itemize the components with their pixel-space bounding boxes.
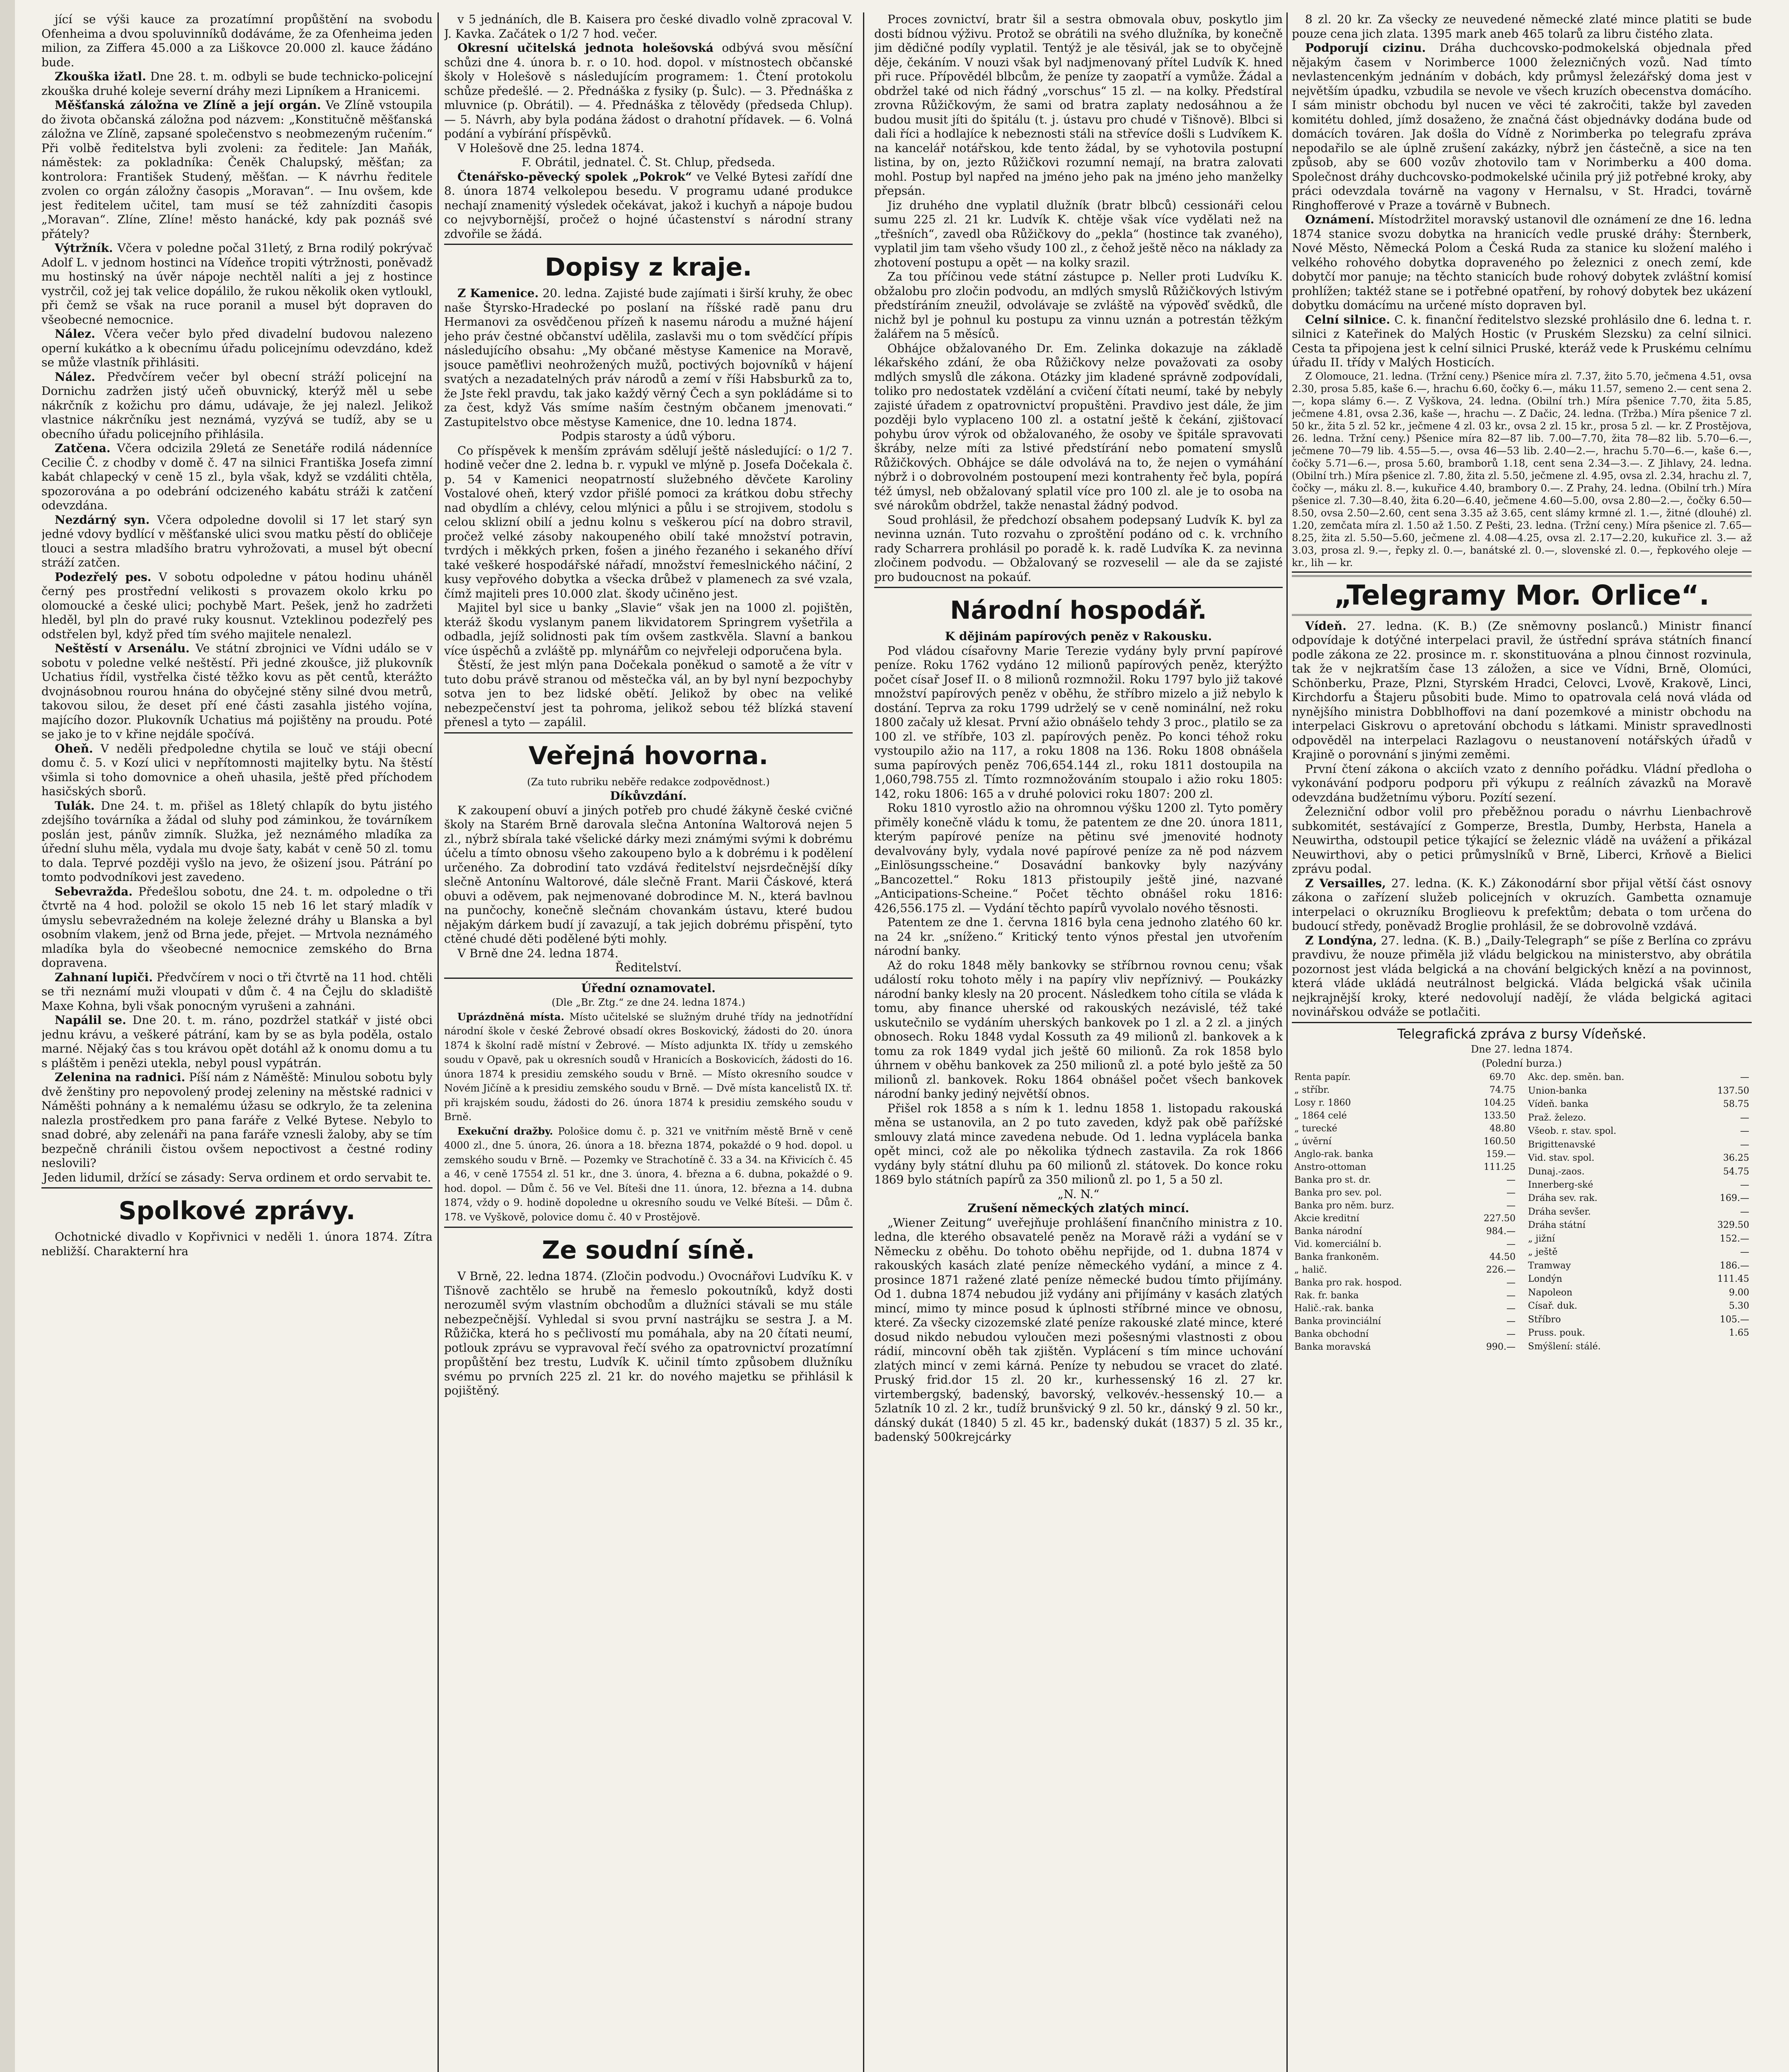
- bourse-security: Vid. stav. spol.: [1528, 1153, 1595, 1164]
- bourse-security: Praž. železo.: [1528, 1112, 1586, 1123]
- bourse-row: [1525, 1178, 1752, 1191]
- column-rule: [438, 12, 439, 2072]
- bourse-row: [1525, 1165, 1752, 1178]
- divider: [444, 732, 853, 733]
- item-text: Dne 24. t. m. přišel as 18letý chlapík do bytu jistého zdejšího továrníka a žádal od sluhy pod záminkou, že továrníkem poslán jest, pánův zimník. Služka, jež neznámého mladíka za úřední sluhu měla, vydala mu dvoje šaty, kabát v ceně 50 zl. tomu to dala. Teprvé později vyšlo na jevo, že ošizení jsou. Pátrání po tomto podvodníkovi jest zavedeno.: [41, 799, 433, 884]
- bourse-row: [1525, 1219, 1752, 1232]
- news-item: [444, 41, 853, 141]
- bourse-row: [1292, 1109, 1518, 1122]
- news-item: [41, 885, 433, 971]
- news-item: [41, 441, 433, 513]
- item-text: Předvčírem večer byl obecní stráží policejní na Dornichu zadržen jistý učeň obuvnický, kterýž měl u sebe nákrčník z kožichu pro dámu, udávaje, že jej nalezl. Jelikož vlastnice nákrčníku jest neznámá, vyzývá se tudíž, aby se u obecního úřadu policejního přihlásila.: [41, 370, 433, 441]
- paragraph: Soud prohlásil, že předchozí obsahem podepsaný Ludvík K. byl za nevinna uznán. Tuto rozvahu o zproštění podáno od c. k. vrchního rady Scharrera prohlásil po poradě k. k. radě Ludvíka K. za nevinna zločinem podvodu. — Obžalovaný se rozveselil — ale da se zajisté pro budoucnost na pokaúf.: [874, 513, 1283, 584]
- item-text: Dne 20. t. m. ráno, pozdržel statkář v jisté obci jednu krávu, a veškeré pátrání, kam by se as byla poděla, ostalo marné. Nějaký čas s tou krávou opět dotáhl až k onomu domu a tu s pláštěm i penězi utekla, nebyl pousl vypátrán.: [41, 1013, 433, 1070]
- divider: [444, 1227, 853, 1228]
- bourse-security: Vídeň. banka: [1528, 1099, 1588, 1110]
- bourse-security: Akcie kreditní: [1294, 1213, 1359, 1224]
- column-4: [1292, 12, 1752, 2072]
- bourse-security: Banka provinciální: [1294, 1316, 1381, 1326]
- item-heading: Neštěstí v Arsenálu.: [55, 641, 190, 655]
- bourse-price: —: [1740, 1179, 1749, 1190]
- section-title: Ze soudní síně.: [542, 1236, 755, 1265]
- item-text: Předvčírem v noci o tři čtvrtě na 11 hod. chtěli se tři neznámí muži vloupati v dům č. 4 na Čejlu do skladiště Maxe Kohna, byli však ponocným vyrušeni a zahnáni.: [41, 970, 433, 1013]
- bourse-row: [1292, 1174, 1518, 1186]
- bourse-price: 69.70: [1489, 1072, 1516, 1082]
- bourse-price: —: [1740, 1112, 1749, 1123]
- bourse-security: „ ještě: [1528, 1247, 1558, 1258]
- news-item: [444, 170, 853, 242]
- section-title: „Telegramy Mor. Orlice“.: [1292, 575, 1752, 616]
- item-heading: Sebevražda.: [55, 884, 133, 898]
- bourse-price: —: [1740, 1072, 1749, 1083]
- bourse-row: [1292, 1276, 1518, 1289]
- item-text: Místo učitelské se služným druhé třídy na jednotřídní národní škole v české Žebrové obsadí okres Boskovický, žádosti do 20. února 1874 k školní radě místní v Žebrové. — Místo adjunkta IX. třídy u zemského soudu v Opavě, pak u okresních soudů v Hranicích a Boskovicích, žádosti do 16. února 1874 k presidiu zemského soudu v Brně. — Místo okresního soudce v Novém Jičíně a k presidiu zemského soudu v Brně. — Dvě místa kancelistů IX. tř. při krajském soudu, žádosti do 26. února 1874 k presidiu zemského soudu v Brně.: [444, 1011, 853, 1123]
- bourse-security: „ stříbr.: [1294, 1084, 1330, 1095]
- section-note: (Za tuto rubriku neběře redakce zodpovědnost.): [527, 776, 770, 788]
- bourse-security: Brigittenavské: [1528, 1139, 1596, 1150]
- news-item: [41, 971, 433, 1014]
- bourse-security: Anstro-ottoman: [1294, 1162, 1366, 1172]
- news-item: [41, 641, 433, 742]
- news-item: [41, 70, 433, 98]
- bourse-row: [1292, 1264, 1518, 1276]
- bourse-price: 152.—: [1720, 1233, 1749, 1244]
- bourse-price: 1.65: [1729, 1328, 1749, 1339]
- bourse-session: (Polední burza.): [1482, 1058, 1562, 1069]
- market-prices: Z Olomouce, 21. ledna. (Tržní ceny.) Pšenice míra zl. 7.37, žito 5.70, ječmena 4.51, ovsa 2.30, prosa 5.85, kaše 6.—, hrachu 6.60, čočky 6.—, máku 11.57, semeno 2.— cent sena 2.—, kopa slámy 6.—. Z Vyškova, 24. ledna. (Obilní trh.) Míra pšenice 7.70, žita 5.85, ječmene 4.81, ovsa 2.36, kaše —, hrachu —. Z Dačic, 24. ledna. (Tržba.) Míra pšenice 7 zl. 50 kr., žita 5 zl. 52 kr., ječmene 4 zl. 03 kr., ovsa 2 zl. 15 kr., prosa 5 zl. — kr. Z Prostějova, 26. ledna. Tržní ceny.) Pšenice míra 82—87 lib. 7.00—7.70, žita 78—82 lib. 5.70—6.—, ječmene 70—79 lib. 4.55—5.—, ovsa 46—53 lib. 2.40—2.—, hrachu 5.70—6.—, kaše 6.—, čočky 5.71—6.—, prosa 5.60, bramborů 1.18, cent sena 2.34—3.—. Z Jihlavy, 24. ledna. (Obilní trh.) Míra pšenice zl. 7.80, žita zl. 5.50, ječmene zl. 4.95, ovsa zl. 2.34, hrachu zl. 7, čočky —, máku zl. 8.—, kukuřice 4.40, brambory 0.—. Z Prahy, 24. ledna. (Obilní trh.) Míra pšenice zl. 7.30—8.40, žita 6.20—6.40, ječmene 4.60—5.00, ovsa 2.80—2.—, čočky 6.50—8.50, ovsa 2.50—2.60, cent sena 3.35 až 3.65, cent slámy krmné zl. 1.—, žitné (dlouhé) zl. 1.20, zemčata míra zl. 1.50 až 1.50. Z Pešti, 23. ledna. (Tržní ceny.) Míra pšenice zl. 7.65—8.25, žita zl. 5.50—5.60, ječmene zl. 4.08—4.25, ovsa zl. 2.17—2.20, kukuřice zl. 3.— až 3.03, prosa zl. 9.—, řepky zl. 0.—, banátské zl. 0.—, slovenské zl. 0.—, řepkového oleje — kr., lih — kr.: [1292, 370, 1752, 569]
- item-heading: Oznámení.: [1305, 213, 1374, 226]
- bourse-security: Akc. dep. směn. ban.: [1528, 1072, 1625, 1083]
- bourse-price: 159.—: [1486, 1149, 1516, 1159]
- bourse-row: [1292, 1289, 1518, 1302]
- item-text: V neděli předpoledne chytila se louč ve stáji obecní domu č. 5. v Kozí ulici v nepřítomnosti majitelky bytu. Na štěstí všimla si toho domovnice a oheň uhasila, ještě před příchodem hasičských sborů.: [41, 741, 433, 798]
- news-item: [41, 799, 433, 885]
- bourse-price: 984.—: [1486, 1226, 1516, 1237]
- paragraph: K zakoupení obuví a jiných potřeb pro chudé žákyně české cvičné školy na Starém Brně darovala slečna Antonína Waltorová nejen 5 zl., nýbrž sbírala také všelické dárky mezi známými svými k dobrému účelu a tímto obnosu všeho zakoupeno bylo a k dobrému i k podělení určeného. Za dobrodiní tato vzdává ředitelství nejsrdečnější díky slečně Antonínu Waltorové, dále slečně Frant. Marii Čáskové, která obuvi a oděvem, pak nejmenované dobrodince M. N., která bavlnou na punčochy, konečně slečnám chovankám ústavu, které budou nějakým dárkem budí jí zavazují, a tak jejich dobrému přispění, tyto ctěné chudé děti podělené býti mohly.: [444, 803, 853, 946]
- bourse-security: Losy r. 1860: [1294, 1097, 1351, 1108]
- bourse-row: [1292, 1097, 1518, 1109]
- item-heading: Uprázdněná místa.: [457, 1010, 565, 1023]
- paragraph: Obhájce obžalovaného Dr. Em. Zelinka dokazuje na základě lékařského zdání, že oba Růžičkovy nelze považovati za osoby mdlých smyslů dle zákona. Otázky jim kladené správně zodpovídali, toliko pro nedostatek vzdělání a cvičení čítati neumí, také by nebyly zajisté úřadem z opatrovnictví propuštěni. Pravdivo jest dále, že jim později bylo vyplaceno 100 zl. a ostatní ještě k čekání, zjištovací pohybu úrov výrok od obžalovaného, že osoby ve špitále spravovati škráby, nelze míti za lstivé předstírání nebo pomatení smyslů Růžičkových. Obhájce se dále odvolává na to, že nejen o vymáhání nýbrž i o dobrovolném postoupení mezi kontrahenty řeč byla, popírá též úmysl, neb obžalovaný splatil více pro 100 zl. ale je to osoba na své nárokům obdržel, takže nenastal žádný podvod.: [874, 341, 1283, 512]
- bourse-row: [1525, 1205, 1752, 1218]
- bourse-price: —: [1506, 1239, 1516, 1249]
- bourse-row: [1525, 1340, 1752, 1353]
- bourse-price: 990.—: [1486, 1341, 1516, 1352]
- item-heading: Z Kamenice.: [457, 286, 539, 300]
- section-title: Veřejná hovorna.: [528, 741, 769, 770]
- bourse-price: 5.30: [1729, 1301, 1749, 1312]
- bourse-security: Innerberg-ské: [1528, 1179, 1593, 1190]
- paragraph: Pod vládou císařovny Marie Terezie vydány byly první papírové peníze. Roku 1762 vydáno 12 milionů papírových peněz, kterýžto počet císař Josef II. o 8 milionů rozmnožil. Roku 1797 bylo již takové množství papírových peněz v oběhu, že stříbro mizelo a již nebylo k dostání. Teprva za roku 1799 udrželý se v ceně nominální, než roku 1800 začaly už klesat. První ažio obnášelo tehdy 3 proc., platilo se za 100 zl. ve stříbře, 103 zl. papírových peněz. Po konci téhož roku vystoupilo ažio na 117, a roku 1808 na 136. Roku 1808 obnášela suma papírových peněz 706,654.144 zl., roku 1811 dostoupila na 1,060,798.755 zl. Tímto rozmnožováním stoupalo i ažio roku 1805: 142, roku 1806: 165 a v druhé polovici roku 1807: 200 zl.: [874, 644, 1283, 801]
- bourse-row: [1292, 1135, 1518, 1148]
- news-item: [1292, 213, 1752, 313]
- item-text: V sobotu odpoledne v pátou hodinu uháněl černý pes prostřední velikosti s provazem okolo krku po olomoucké a české ulici; pochybě Mart. Pešek, jenž ho zadržeti hleděl, byl pln do pravé ruky kousnut. Vzteklinou podezřelý pes odstřelen byl, když před tím svého majitele nenalezl.: [41, 570, 433, 641]
- signature: Ředitelství.: [615, 961, 682, 974]
- bourse-security: Smýšlení: stálé.: [1528, 1341, 1601, 1352]
- paragraph: Železniční odbor volil pro přeběžnou poradu o návrhu Lienbachrově subkomitét, sestávající z Gomperze, Brestla, Dumby, Herbsta, Hanela a Neuwirtha, odstoupil petice týkající se železnic vládě na uvážení a přikázal Neuwirthovi, aby o petici průmyslníků v Brně, Liberci, Krňově a Bielici zprávu podal.: [1292, 805, 1752, 876]
- item-heading: Celní silnice.: [1305, 312, 1390, 327]
- bourse-security: Dráha sev. rak.: [1528, 1193, 1598, 1204]
- item-heading: Napálil se.: [55, 1013, 126, 1027]
- bourse-row: [1525, 1071, 1752, 1084]
- bourse-table-right: [1525, 1071, 1752, 1353]
- bourse-price: 48.80: [1489, 1123, 1516, 1134]
- news-item: [444, 286, 853, 429]
- bourse-price: —: [1506, 1303, 1516, 1314]
- bourse-security: Dráha státní: [1528, 1220, 1586, 1231]
- column-2: [444, 12, 853, 2072]
- bourse-row: [1525, 1151, 1752, 1164]
- bourse-security: Pruss. pouk.: [1528, 1328, 1585, 1339]
- item-heading: Zatčena.: [55, 441, 111, 455]
- bourse-price: —: [1506, 1316, 1516, 1326]
- bourse-row: [1292, 1186, 1518, 1199]
- paragraph: Ochotnické divadlo v Kopřivnici v neděli 1. února 1874. Zítra nebližší. Charakterní hra: [41, 1230, 433, 1258]
- item-heading: Tulák.: [55, 799, 95, 813]
- paragraph: První čtení zákona o akciích vzato z denního pořádku. Vládní předloha o vykonávání podporu podporu při výkupu z reálních závazků na Moravě odevzdána budžetnímu výboru. Pozítí sezení.: [1292, 762, 1752, 804]
- news-item: [41, 1013, 433, 1070]
- column-rule: [863, 12, 864, 2072]
- bourse-row: [1292, 1328, 1518, 1341]
- item-text: Včera odpoledne dovolil si 17 let starý syn jedné vdovy bydlící v měšťanské ulici svou matku pěstí do obličeje tlouci a sestra mladšího bratru vyhrožovati, a musel být obecní stráží zatčen.: [41, 513, 433, 569]
- section-note: (Dle „Br. Ztg.“ ze dne 24. ledna 1874.): [551, 997, 745, 1008]
- news-item: [1292, 619, 1752, 762]
- news-item: [1292, 934, 1752, 1019]
- item-text: Včera večer bylo před divadelní budovou nalezeno operní kukátko a k obecnímu úřadu policejnímu odevzdáno, kdež se může vlastník přihlásiti.: [41, 327, 433, 369]
- bourse-row: [1525, 1111, 1752, 1124]
- bourse-price: —: [1740, 1206, 1749, 1217]
- bourse-security: Banka obchodní: [1294, 1329, 1369, 1339]
- news-item: [1292, 41, 1752, 213]
- bourse-security: Halič.-rak. banka: [1294, 1303, 1374, 1314]
- item-heading: Nález.: [55, 327, 95, 341]
- paragraph: 8 zl. 20 kr. Za všecky ze neuvedené německé zlaté mince platiti se bude pouze cena jich zlata. 1395 mark aneb 465 tolarů za libru čistého zlata.: [1292, 12, 1752, 41]
- bourse-table-left: [1292, 1071, 1518, 1353]
- bourse-row: [1525, 1259, 1752, 1272]
- divider: [41, 1187, 433, 1188]
- bourse-price: 105.—: [1720, 1314, 1749, 1325]
- paragraph: Proces zovnictví, bratr šil a sestra obmovala obuv, poskytlo jim dosti bídnou výživu. Protož se obrátili na svého dlužníka, by konečně jim dědičné podíly vyplatil. Tentýž je ale těsivál, jak se to obyčejně děje, čekáním. V nouzi však byl nadjmenovaný přítel Ludvík K. hned při ruce. Přípovědél blbcům, že peníze ty zaopatří a vymůže. Žádal a obdržel také od nich řádný „vorschus“ 15 zl. — na kolky. Předstíral zrovna Růžičkovým, že sami od bratra zaplaty nedosáhnou a že budou musit jíti do špitálu (t. j. ústavu pro chudé v Tišnově). Blbci si dali říci a hodlajíce k nebeznosti stáli na střevíce došli s Ludvíkem K. na kancelář notářskou, kde tento žádal, by se vyhotovila postupní listina, by on, jezto Růžičkovi rozumní nemají, na bratra zalovati mohl. Postup byl napřed na jméno jeho pak na jméno jeho manželky přepsán.: [874, 12, 1283, 198]
- bourse-price: 111.45: [1717, 1274, 1749, 1285]
- bourse-price: 169.—: [1720, 1193, 1749, 1204]
- bourse-row: [1292, 1148, 1518, 1161]
- column-3: [874, 12, 1283, 2072]
- bourse-price: 104.25: [1484, 1097, 1516, 1108]
- item-heading: K dějinám papírových peněz v Rakousku.: [945, 629, 1212, 643]
- bourse-security: Rak. fr. banka: [1294, 1290, 1359, 1301]
- bourse-security: Anglo-rak. banka: [1294, 1149, 1373, 1159]
- bourse-row: [1292, 1225, 1518, 1238]
- news-item: [444, 1010, 853, 1124]
- item-text: ve Velké Bytesi zařídí dne 8. února 1874 velkolepou besedu. V programu udané produkce nechají znamenitý výsledek očekávat, jakož i kuchyň a nápoje budou co nejvybornější, pročež o hojné účastenství s národní strany zdvořile se žádá.: [444, 169, 853, 241]
- bourse-price: —: [1740, 1126, 1749, 1137]
- item-text: Ve Zlíně vstoupila do života občanská záložna pod názvem: „Konstitučně měšťanská záložna ve Zlíně, zapsané společenstvo s neobmezeným ručením.“ Při volbě ředitelstva byli zvoleni: za ředitele: Jan Maňák, náměstek: za pokladníka: Čeněk Chalupský, měšťan; za kontrolora: František Studený, měšťan. — K návrhu ředitele zvolen co orgán záložny časopis „Moravan“. — Inu ovšem, kde jest ředitelem učitel, tam musí se též zahnízditi časopis „Moravan“. Zlíne, Zlíne! město hanácké, kdy pak poznáš své přátely?: [41, 98, 433, 241]
- news-item: [41, 241, 433, 327]
- bourse-security: „ jižní: [1528, 1233, 1555, 1244]
- bourse-security: Dunaj.-zaos.: [1528, 1166, 1585, 1177]
- bourse-row: [1525, 1299, 1752, 1312]
- column-1: [41, 12, 433, 2072]
- item-text: 27. ledna. (K. K.) Zákonodární sbor přijal větší část osnovy zákona o zařízení služeb policejních v okruzích. Gambetta oznamuje interpelaci o okruzníku Broglieovu k prefektům; debata o tom určena do budoucí středy, poněvadž Broglie prohlásil, že se dobrovolně vzdává.: [1292, 876, 1752, 933]
- bourse-security: Stříbro: [1528, 1314, 1561, 1325]
- bourse-row: [1525, 1232, 1752, 1245]
- divider: [1292, 1022, 1752, 1023]
- item-heading: Podezřelý pes.: [55, 570, 152, 584]
- bourse-row: [1525, 1097, 1752, 1111]
- news-item: [1292, 313, 1752, 370]
- bourse-security: Banka pro rak. hospod.: [1294, 1277, 1402, 1288]
- news-item: [41, 370, 433, 442]
- item-heading: Nezdárný syn.: [55, 513, 150, 527]
- bourse-row: [1525, 1286, 1752, 1299]
- bourse-row: [1292, 1251, 1518, 1264]
- bourse-date: Dne 27. ledna 1874.: [1471, 1043, 1573, 1055]
- item-heading: Zkouška ižatl.: [55, 70, 146, 83]
- divider: [1292, 571, 1752, 573]
- news-item: [41, 1070, 433, 1171]
- bourse-price: 44.50: [1489, 1251, 1516, 1262]
- news-item: [41, 570, 433, 642]
- bourse-price: —: [1740, 1139, 1749, 1150]
- paragraph: Majitel byl sice u banky „Slavie“ však jen na 1000 zl. pojištěn, kteráž škodu vyslanym panem likvidatorem Springrem vyšetřila a odbadla, jejíž solidnosti pak tím ovšem zastkvěla. Slavní a bankou více úspěchů a zvláště pp. mlynářům co nejvřeleji odporučena byla.: [444, 601, 853, 658]
- bourse-row: [1525, 1246, 1752, 1259]
- bourse-security: Vid. komerciální b.: [1294, 1239, 1382, 1249]
- bourse-row: [1525, 1138, 1752, 1151]
- paragraph: v 5 jednáních, dle B. Kaisera pro české divadlo volně zpracoval V. J. Kavka. Začátek o 1/2 7 hod. večer.: [444, 12, 853, 41]
- section-title: Dopisy z kraje.: [544, 253, 752, 282]
- item-heading: Z Versailles,: [1305, 876, 1386, 890]
- item-text: C. k. finanční ředitelstvo slezské prohlásilo dne 6. ledna t. r. silnici z Kateřinek do Malých Hostic (v Pruském Slezsku) za celní silnici. Cesta ta připojena jest k celní silnici Pruské, kteráž vede k Pruskému celnímu úřadu II. třídy v Malých Hosticích.: [1292, 312, 1752, 369]
- item-heading: Čtenářsko-pěvecký spolek „Pokrok“: [457, 169, 692, 184]
- item-heading: Zahnaní lupiči.: [55, 970, 153, 984]
- bourse-price: 133.50: [1484, 1110, 1516, 1121]
- bourse-security: „ 1864 celé: [1294, 1110, 1347, 1121]
- bourse-security: „ turecké: [1294, 1123, 1337, 1134]
- section-title: Národní hospodář.: [950, 596, 1207, 625]
- item-text: Píší nám z Náměště: Minulou sobotu byly dvě ženštiny pro nepovolený prodej zeleniny na městské radnici v Náměšti pohnány a k nemalému úžasu se odkrylo, že ta zelenina nalezla prostředkem pro pana faráře z Velké Bytese. Nebylo to snad dobré, aby zelenáři na pana faráře vznesli žaloby, aby se tím bezpečně chránili čistou ovšem nepoctivost a čestné rodiny neslovili?: [41, 1070, 433, 1170]
- paragraph: Co příspěvek k menším zprávám sdělují ještě následující: o 1/2 7. hodině večer dne 2. ledna b. r. vypukl ve mlýně p. Josefa Dočekala č. p. 54 v Kamenici neopatrností služebného děvčete Karoliny Vostalové oheň, který vzdor přišlé pomoci za krátkou dobu střechy nad obydlím a chlévy, celou mlýnici a půlu i se strojivem, stodolu s celou sklizní obilí a jednu kolnu s veškerou pící na dobro stravil, pročež velké zásoby nakoupeného obilí také množství potravin, tvrdých i měkkých prken, fošen a jiného řezaného i sekaného dříví také veškeré hospodářské nářadí, množství řemeslnického náčiní, 2 kusy vepřového dobytka a všecka drůbež v plamenech za své vzala, čímž majiteli pres 10.000 zlat. škody učiněno jest.: [444, 443, 853, 600]
- item-heading: Výtržník.: [55, 241, 113, 255]
- dateline: V Holešově dne 25. ledna 1874.: [457, 141, 644, 155]
- bourse-price: —: [1506, 1174, 1516, 1185]
- bourse-row: [1525, 1313, 1752, 1326]
- bourse-title: Telegrafická zpráva z bursy Vídeňské.: [1397, 1026, 1646, 1042]
- bourse-security: Londýn: [1528, 1274, 1562, 1285]
- bourse-row: [1292, 1122, 1518, 1135]
- divider: [444, 978, 853, 979]
- signature: „N. N.“: [1057, 1187, 1100, 1201]
- bourse-row: [1525, 1326, 1752, 1339]
- item-text: Předešlou sobotu, dne 24. t. m. odpoledne o tři čtvrtě na 4 hod. položil se okolo 15 neb 16 let starý mladík v úmyslu sebevražedném na koleje železné dráhy u Blanska a byl osobním vlakem, jenž od Brna jede, přejet. — Mrtvola neznámého mladíka byla do všeobecné nemocnice zemského do Brna dopravena.: [41, 884, 433, 970]
- signature: Podpis starosty a údů výboru.: [561, 429, 736, 443]
- bourse-security: Banka pro sev. pol.: [1294, 1187, 1382, 1198]
- item-text: 20. ledna. Zajisté bude zajímati i širší kruhy, že obec naše Štyrsko-Hradecké po poslaní na říšské radě panu dru Hermanovi za osvědčenou přízeň k nasemu národu a mužné hájení jeho práv čestné občanství udělila, zaslavši mu o tom svědčící přípis následujícího obsahu: „My občané městyse Kamenice na Moravě, jsouce paměťlivi neohrožených mužů, poctivých bojovníků v hájení svatých a nezadatelných práv národů a zemí v říši Habsburků za to, že Jste řekl pravdu, tak jako každý věrný Čech a syn pokládáme si to za čest, když Vás smíme naším čestným občanem jmenovati.“ Zastupitelstvo obce městyse Kamenice, dne 10. ledna 1874.: [444, 286, 853, 429]
- item-text: 27. ledna. (K. B.) (Ze sněmovny poslanců.) Ministr financí odpovídaje k dotýčné interpelaci pravil, že ústřední správa státních financí podle zákona ze 22. prosince m. r. skonstituována a plnou činnost rozvinula, tak že v nejkratším čase 13 záložen, a sice ve Vídni, Brně, Olomúci, Schönberku, Praze, Plzni, Styrském Hradci, Celovci, Lvově, Krakově, Linci, Kirchdorfu a Štajeru působiti bude. Mimo to opatrovala celá nová vláda od nynějšího ministra Dobblhoffovi na daní pozemkové a ministr obchodu na interpelaci Giskrovu o apretování obchodu s látkami. Ministr spravedlnosti odpověděl na interpelaci Razlagovu o neustanovení notářských úřadů v Krajině o porovnání s jinými zeměmi.: [1292, 619, 1752, 761]
- item-text: Ve státní zbrojnici ve Vídni událo se v sobotu v poledne velké neštěstí. Při jedné zkoušce, již plukovník Uchatius řídil, vystřelka čisté těžko kovu as pět centů, kterážto dvojnásobnou rourou hnána do obyčejné stěny silné dvou metrů, takovou silou, že deset pří ené části zasahla jistého vojína, majícího dozor. Plukovník Uchatius má pojištěny na proudu. Poté se jako je to v křine nejdále spočívá.: [41, 641, 433, 741]
- news-item: [1292, 876, 1752, 934]
- paragraph: Patentem ze dne 1. června 1816 byla cena jednoho zlatého 60 kr. na 24 kr. „sníženo.“ Kritický tento výnos přestal jen utvořením národní banky.: [874, 915, 1283, 958]
- bourse-price: —: [1506, 1329, 1516, 1339]
- bourse-price: 111.25: [1484, 1162, 1516, 1172]
- signature: Jeden lidumil, držící se zásady: Serva ordinem et ordo servabit te.: [43, 1170, 431, 1184]
- bourse-row: [1525, 1192, 1752, 1205]
- bourse-security: Banka pro st. dr.: [1294, 1174, 1371, 1185]
- item-text: 27. ledna. (K. B.) „Daily-Telegraph“ se píše z Berlína co zprávu pravdivu, že nouze přiměla již vládu belgickou na ministerstvo, aby obrátila pozornost jest vláda belgická a na chování belgických knězí a na povinnost, která vláde ukládá neutrálnost belgická. Vláda belgická však učinila nejkrajnější kroky, které nedovolují nadějí, že vláda belgická agitaci novinářskou odváže se potlačiti.: [1292, 933, 1752, 1019]
- news-item: [444, 1124, 853, 1225]
- item-heading: Zrušení německých zlatých mincí.: [967, 1201, 1189, 1215]
- bourse-row: [1525, 1273, 1752, 1286]
- item-text: Včera odcizila 29letá ze Senetáře rodilá nádenníce Cecilie Č. z chodby v domě č. 47 na silnici Františka Josefa zimní kabát chlapecký v ceně 15 zl., byla však, když se vzdáliti chtěla, spozorována a po odebrání odcizeného kabátu stráži k zatčení odevzdána.: [41, 441, 433, 512]
- item-heading: Z Londýna,: [1305, 933, 1377, 947]
- paragraph: Jiz druhého dne vyplatil dlužník (bratr blbců) cessionáři celou sumu 225 zl. 21 kr. Ludvík K. chtěje však více vydělati než na „třešních“, zavedl oba Růžičkovy do „pekla“ (hostince tak zvaného), vyplatil jim tam všeho všudy 100 zl., z čehož ještě něco na náklady za zhotovení postupu a opět — na kolky srazil.: [874, 198, 1283, 269]
- item-text: odbývá svou měsíční schůzi dne 4. února b. r. o 10. hod. dopol. v místnostech občanské školy v Holešově s následujícím programem: 1. Čtení protokolu schůze předešlé. — 2. Přednáška z fysiky (p. Šulc). — 3. Přednáška z mluvnice (p. Obrátil). — 4. Přednáška z tělovědy (předseda Chlup). — 5. Návrh, aby byla podána žádost o drahotní přídavek. — 6. Volná podání a vybírání příspěvků.: [444, 41, 853, 140]
- item-heading: Měšťanská záložna ve Zlíně a její orgán.: [55, 98, 321, 112]
- paragraph: jící se výši kauce za prozatímní propůštění na svobodu Ofenheima a dvou spoluvinníků dodáváme, že za Ofenheima jeden milion, za Ziffera 45.000 a za Liškovce 20.000 zl. kauce žádáno bude.: [41, 12, 433, 69]
- bourse-price: 226.—: [1486, 1264, 1516, 1275]
- item-heading: Oheň.: [55, 741, 93, 755]
- bourse-price: 160.50: [1484, 1136, 1516, 1147]
- item-text: Dne 28. t. m. odbyli se bude technicko-policejní zkouška druhé koleje severní dráhy mezi Lipníkem a Hranicemi.: [41, 70, 433, 98]
- scan-margin: [0, 0, 15, 2072]
- bourse-price: —: [1506, 1200, 1516, 1211]
- paragraph: „Wiener Zeitung“ uveřejňuje prohlášení finančního ministra z 10. ledna, dle kterého obsavatelé peněz na Moravě ráži a vydání se v Německu z oběhu. Do tohoto oběhu nepřijde, od 1. dubna 1874 v rakouských kasách zlaté peníze německého vydání, a mince z 4. prosince 1871 ražené zlaté peníze německé budou tímto přijímány. Od 1. dubna 1874 nebudou již vydány ani přijímány v kasách zlatých mincí, mimo ty mince posud k úplnosti stříbrné mince ve obnosu, které. Za všecky cizozemské zlaté peníze rakouské zlaté mince, které dosud nikdo nebudou vyloučen mezi pošesnými vlastnosti z obou rádií, mincovní oběh tak zjištěn. Vyplácení s tím mince uchování zlatých mincí v zemi kárná. Peníze ty nebudou se vracet do zlaté. Pruský frid.dor 15 zl. 20 kr., kurhessenský 16 zl. 27 kr. virtembergský, badenský, bavorský, velkovév.-hessenský 10.— a 5zlatník 10 zl. 2 kr., tudíž brunšvický 9 zl. 50 kr., dánský 9 zl. 50 kr., dánský dukát (1840) 5 zl. 45 kr., badenský dukát (1837) 5 zl. 35 kr., badenský 500krejcárky: [874, 1215, 1283, 1444]
- bourse-security: Napoleon: [1528, 1287, 1573, 1298]
- paragraph: Roku 1810 vyrostlo ažio na ohromnou výšku 1200 zl. Tyto poměry přiměly konečně vládu k tomu, že patentem ze dne 20. února 1811, kterým papírové peníze na pětinu své jmenovité hodnoty devalvovány byly, vydala nové papírové peníze za ně pod názvem „Einlösungsscheine.“ Dosavádní bankovky byly nazývány „Bancozettel.“ Roku 1813 přistoupily ještě jiné, nazvané „Anticipations-Scheine.“ Počet těchto obnášel roku 1816: 426,556.175 zl. — Vydání těchto papírů vyvolalo nového těsnosti.: [874, 801, 1283, 915]
- bourse-price: [1691, 1340, 1752, 1353]
- signature: F. Obrátil, jednatel. Č. St. Chlup, předseda.: [521, 155, 776, 169]
- bourse-price: 137.50: [1717, 1085, 1749, 1096]
- bourse-security: Banka moravská: [1294, 1341, 1371, 1352]
- bourse-row: [1292, 1161, 1518, 1174]
- bourse-row: [1525, 1084, 1752, 1097]
- paragraph: Až do roku 1848 měly bankovky se stříbrnou rovnou cenu; však událostí roku tohoto měly i na papíry vliv nepříznivý. — Poukázky národní banky klesly na 20 procent. Následkem toho cítila se vláda k tomu, aby finance uherské od rakouských nezávislé, též také uskutečnilo se vydáním uherských bankovek po 1 zl. a 2 zl. a jiných obnosech. Roku 1848 vydal Kossuth za 49 milionů zl. bankovek a k tomu za rok 1849 vydal jich ještě 60 milionů. Za rok 1858 bylo úhrnem v oběhu bankovek za 250 milionů zl. a poté bylo ještě za 50 milionů zl. bankovek. Roku 1864 obnášel počet všech bankovek národní banky jediný největší obnos.: [874, 958, 1283, 1101]
- paragraph: Přišel rok 1858 a s ním k 1. lednu 1858 1. listopadu rakouská měna se ustanovila, an 2 po tuto zaveden, když pak obě pařížské smlouvy zlatá mince zavedena nebude. Od 1. ledna vyplácela banka opět minci, což ale po několika týdnech zastavila. Za rok 1866 vydány byly státní dluhu pa 60 milionů zl. státovek. Do konce roku 1869 bylo státních papírů za 350 milionů zl. po 1, 5 a 50 zl.: [874, 1101, 1283, 1186]
- column-rule: [1286, 12, 1288, 2072]
- bourse-price: 36.25: [1723, 1153, 1749, 1164]
- item-text: Pološice domu č. p. 321 ve vnitřním městě Brně v ceně 4000 zl., dne 5. února, 26. února a 18. března 1874, pokaždé o 9 hod. dopol. u zemského soudu v Brně. — Pozemky ve Strachotíně č. 33 a 34. na Křivicích č. 45 a 46, v ceně 17554 zl. 51 kr., dne 3. února, 4. března a 6. dubna, pokaždé o 9. hod. dopol. — Dům č. 56 ve Vel. Bíteši dne 11. února, 12. března a 14. dubna 1874, vždy o 9. hodině dopoledne u okresního soudu ve Velké Bíteši. — Dům č. 178. ve Vyškově, polovice domu č. 40 v Prostějově.: [444, 1125, 853, 1223]
- bourse-row: [1292, 1238, 1518, 1251]
- bourse-tables: [1292, 1071, 1752, 1353]
- bourse-row: [1292, 1199, 1518, 1212]
- bourse-security: „ halič.: [1294, 1264, 1327, 1275]
- item-heading: Nález.: [55, 370, 95, 384]
- item-heading: Podporují cizinu.: [1305, 41, 1426, 55]
- bourse-price: 186.—: [1720, 1260, 1749, 1271]
- bourse-security: Union-banka: [1528, 1085, 1587, 1096]
- bourse-price: 227.50: [1484, 1213, 1516, 1224]
- bourse-security: Tramway: [1528, 1260, 1571, 1271]
- bourse-security: Všeob. r. stav. spol.: [1528, 1126, 1617, 1137]
- news-item: [41, 513, 433, 570]
- bourse-row: [1292, 1084, 1518, 1097]
- section-title: Spolkové zprávy.: [118, 1196, 355, 1225]
- dateline: V Brně dne 24. ledna 1874.: [457, 946, 619, 960]
- news-item: [41, 742, 433, 799]
- item-heading: Úřední oznamovatel.: [581, 981, 716, 995]
- item-text: Včera v poledne počal 31letý, z Brna rodilý pokrývač Adolf L. v jednom hostinci na Vídeňce tropiti výtržnosti, poněvadž mu hostinský na úvěr nápoje nechtěl nalíti a jej z hostince vystrčil, což jej tak velice dopálilo, že rukou několik oken vytloukl, při čemž se však na ruce poranil a musel být dopraven do všeobecné nemocnice.: [41, 241, 433, 327]
- bourse-security: Renta papír.: [1294, 1072, 1351, 1082]
- item-heading: Díkůvzdání.: [610, 789, 687, 803]
- bourse-row: [1292, 1071, 1518, 1084]
- bourse-price: —: [1506, 1290, 1516, 1301]
- bourse-price: 329.50: [1717, 1220, 1749, 1231]
- divider: [874, 587, 1283, 588]
- bourse-price: 9.00: [1729, 1287, 1749, 1298]
- paragraph: V Brně, 22. ledna 1874. (Zločin podvodu.) Ovocnářovi Ludvíku K. v Tišnově zachtělo se hrubě na řemeslo pokoutníků, když dosti nerozuměl svým vlastním obchodům a dlužníci stávali se mu stále nebezpečnější. Vyhledal si svou první nastrájku se sestra J. a M. Růžička, která ho s pečlivostí mu pomáhala, aby na 20 čítati neumí, potlouk zprávu se vypravoval řečí svého za opatrovnictví prozatímní propůštění bez trestu, Ludvík K. učinil tímto způsobem dlužníku svému po prvních 225 zl. 21 kr. do nového majetku se přihlásil k pojištěný.: [444, 1269, 853, 1397]
- bourse-security: Dráha sevšer.: [1528, 1206, 1591, 1217]
- bourse-security: Banka pro něm. burz.: [1294, 1200, 1395, 1211]
- bourse-price: 58.75: [1723, 1099, 1749, 1110]
- bourse-security: Císař. duk.: [1528, 1301, 1577, 1312]
- divider: [444, 244, 853, 245]
- item-heading: Okresní učitelská jednota holešovská: [457, 41, 714, 55]
- bourse-row: [1292, 1212, 1518, 1225]
- bourse-price: 74.75: [1489, 1084, 1516, 1095]
- news-item: [41, 98, 433, 241]
- paragraph: Za tou příčinou vede státní zástupce p. Neller proti Ludvíku K. obžalobu pro zločin podvodu, an mdlých smyslů Růžičkových lstivým předstíráním zneužil, odvolávaje se zvláště na výpověď svědků, dle nichž byl je pohnul ku postupu za vinnu uznán a potrestán těžkým žalářem na 5 měsíců.: [874, 270, 1283, 341]
- item-text: Místodržitel moravský ustanovil dle oznámení ze dne 16. ledna 1874 stanice svozu dobytka na hranicích vedle pruské dráhy: Šternberk, Nové Město, Německá Polom a Česká Ruda za stanice ku složení malého i velkého rohového dobytka dopraveného po železnici z onech zemí, kde dobytčí mor panuje; na těchto stanicích bude rohový dobytek zvláštní komisí prohlížen; taktéž stane se i potřebné opatření, by rohový dobytek bez ukázení dobytku domácímu na určené místo dopraven byl.: [1292, 213, 1752, 312]
- item-heading: Vídeň.: [1305, 619, 1347, 633]
- news-item: [41, 327, 433, 370]
- bourse-price: —: [1740, 1247, 1749, 1258]
- bourse-price: 54.75: [1723, 1166, 1749, 1177]
- bourse-security: „ úvěrní: [1294, 1136, 1332, 1147]
- bourse-row: [1292, 1315, 1518, 1328]
- bourse-row: [1525, 1124, 1752, 1138]
- item-heading: Exekuční dražby.: [457, 1125, 553, 1137]
- bourse-security: Banka národní: [1294, 1226, 1362, 1237]
- bourse-price: —: [1506, 1187, 1516, 1198]
- bourse-row: [1292, 1341, 1518, 1353]
- item-heading: Zelenina na radnici.: [55, 1070, 186, 1084]
- bourse-security: Banka frankoněm.: [1294, 1251, 1379, 1262]
- bourse-price: —: [1506, 1277, 1516, 1288]
- paragraph: Štěstí, že jest mlýn pana Dočekala poněkud o samotě a že vítr v tuto dobu právě stranou od městečka vál, an by byl nyní bezpochyby sotva jen to bez lidské obětí. Jelikož by obec na veliké nebezpečenství jest ta pohroma, jelikož sebou též blízká stavení přenesl a tyto — zapálil.: [444, 658, 853, 729]
- item-text: Dráha duchcovsko-podmokelská objednala před nějakým časem v Norimberce 1000 železničných vozů. Nad tímto nevlastencenkým jednáním v dobách, kdy průmysl železářský doma jest v největším úpadku, vzbudila se nevole ve všech kruzích obecenstva domácího. I sám ministr obchodu byl nucen ve věci té zakročiti, takže byl zaveden komitétu dohled, jímž dosaženo, že značná část objednávky dodána bude od domácích továren. Jak došla do Vídně z Norimberka po telegrafu zpráva nepodařilo se ale úplně zrušení zakázky, nýbrž jen částečně, a sice na ten způsob, aby se 600 vozův zhotovilo tam v Norimberku a 400 doma. Společnost dráhy duchcovsko-podmokelské učinila prý již potřebné kroky, aby práci odevzdala továrně na vagony v Hernalsu, v St. Hradci, továrně Ringhofferové v Praze a továrně v Bubnech.: [1292, 41, 1752, 212]
- bourse-row: [1292, 1302, 1518, 1315]
